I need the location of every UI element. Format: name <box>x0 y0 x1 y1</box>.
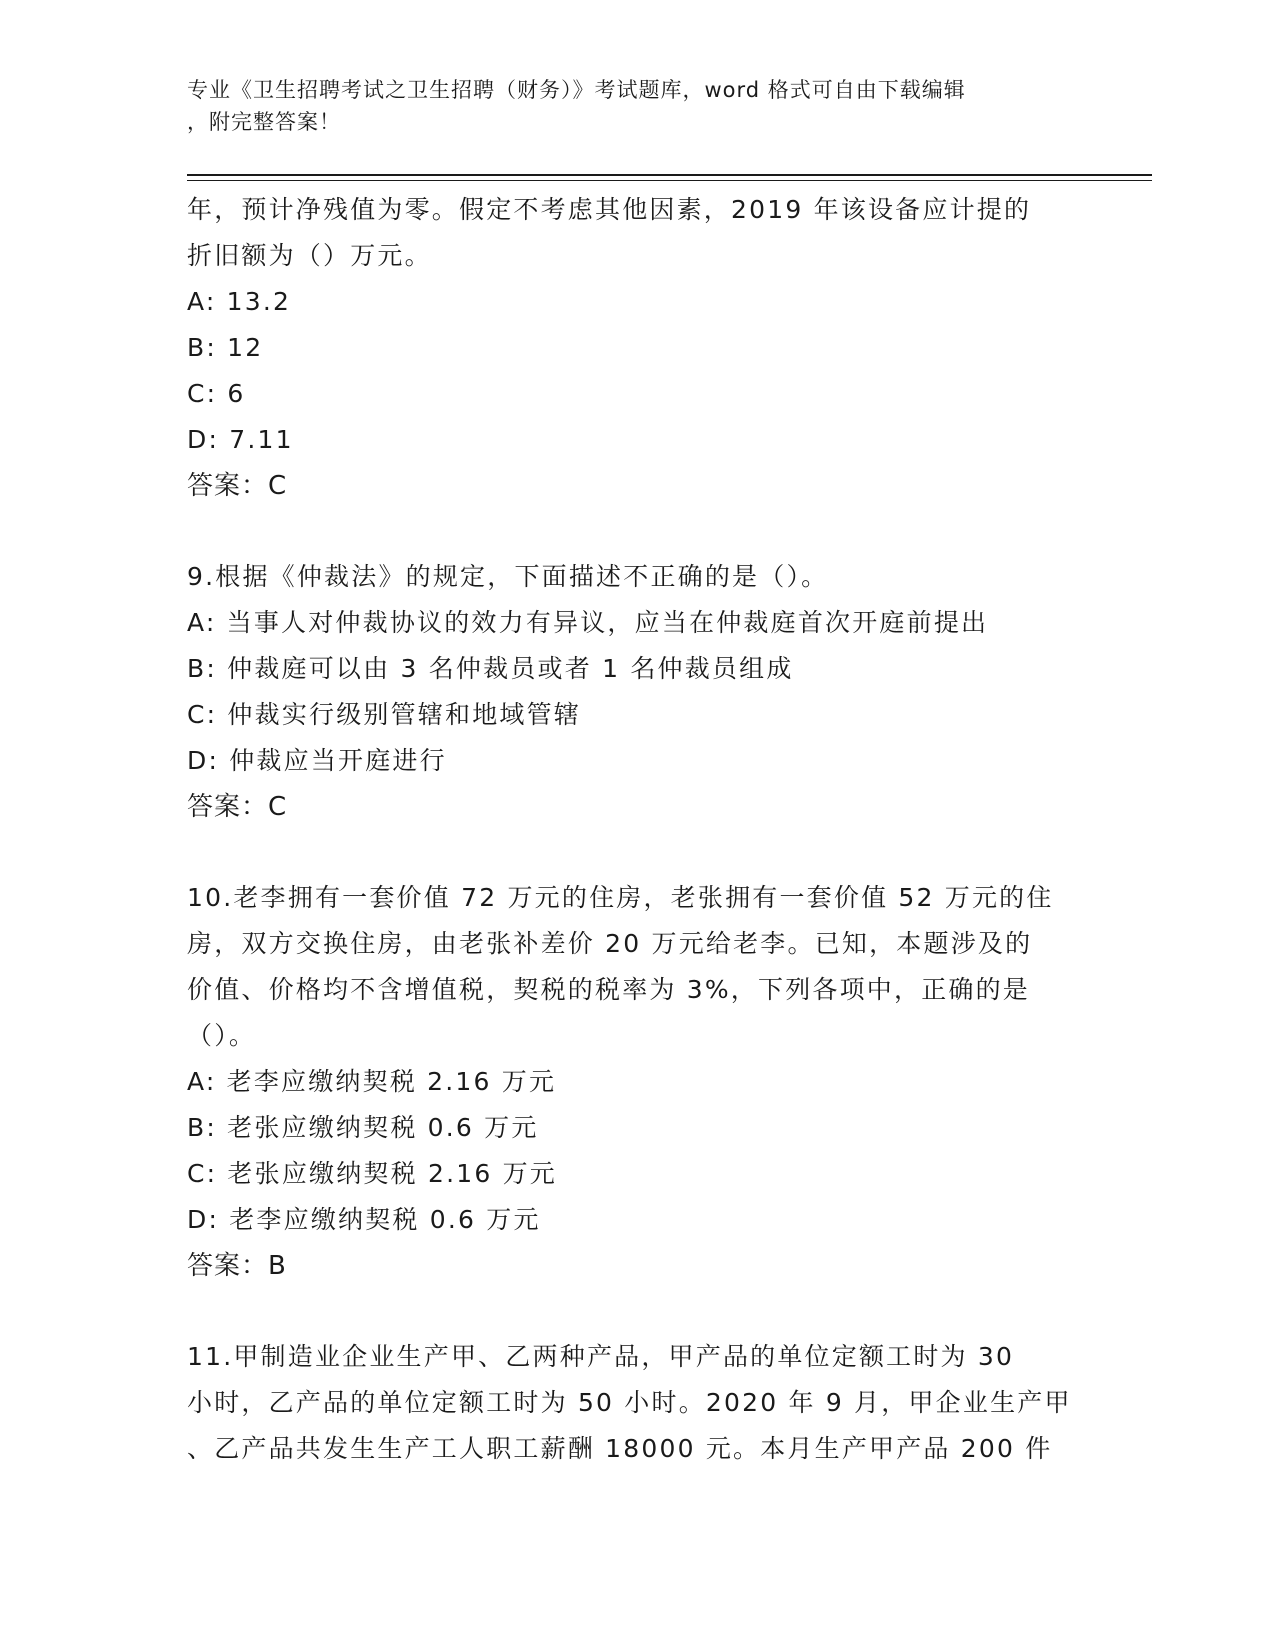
spacer <box>187 830 1087 875</box>
question-text-line: 房，双方交换住房，由老张补差价 20 万元给老李。已知，本题涉及的 <box>187 929 1033 958</box>
spacer <box>187 1289 1087 1334</box>
question-11 <box>187 1334 1087 1472</box>
question-text-line: 价值、价格均不含增值税，契税的税率为 3%，下列各项中，正确的是 <box>187 975 1031 1004</box>
option-c: C: 仲裁实行级别管辖和地域管辖 <box>187 700 582 729</box>
option-a: A: 老李应缴纳契税 2.16 万元 <box>187 1067 557 1096</box>
question-text-line: 10.老李拥有一套价值 72 万元的住房，老张拥有一套价值 52 万元的住 <box>187 883 1054 912</box>
header-line-1: 专业《卫生招聘考试之卫生招聘（财务）》考试题库，word 格式可自由下载编辑 <box>187 78 966 102</box>
option-b: B: 老张应缴纳契税 0.6 万元 <box>187 1113 539 1142</box>
answer-line: 答案：B <box>187 1251 287 1281</box>
option-c: C: 6 <box>187 379 246 408</box>
option-b: B: 12 <box>187 333 264 362</box>
spacer <box>187 509 1087 554</box>
question-9 <box>187 554 1087 830</box>
answer-line: 答案：C <box>187 792 288 822</box>
option-c: C: 老张应缴纳契税 2.16 万元 <box>187 1159 557 1188</box>
header-divider <box>187 174 1152 176</box>
question-8 <box>187 187 1087 509</box>
question-text-line: 9.根据《仲裁法》的规定，下面描述不正确的是（）。 <box>187 562 829 591</box>
header-divider-thin <box>187 180 1152 181</box>
option-b: B: 仲裁庭可以由 3 名仲裁员或者 1 名仲裁员组成 <box>187 654 794 683</box>
answer-line: 答案：C <box>187 471 288 501</box>
option-d: D: 老李应缴纳契税 0.6 万元 <box>187 1205 541 1234</box>
question-text-line: 小时，乙产品的单位定额工时为 50 小时。2020 年 9 月，甲企业生产甲 <box>187 1388 1072 1417</box>
document-header <box>187 74 1067 138</box>
option-a: A: 13.2 <box>187 287 292 316</box>
question-text-line: 折旧额为（）万元。 <box>187 241 432 270</box>
document-body <box>187 187 1087 1472</box>
question-text-line: 年，预计净残值为零。假定不考虑其他因素，2019 年该设备应计提的 <box>187 195 1032 224</box>
option-a: A: 当事人对仲裁协议的效力有异议，应当在仲裁庭首次开庭前提出 <box>187 608 989 637</box>
option-d: D: 仲裁应当开庭进行 <box>187 746 447 775</box>
header-line-2: ，附完整答案！ <box>187 110 341 134</box>
question-text-line: 11.甲制造业企业生产甲、乙两种产品，甲产品的单位定额工时为 30 <box>187 1342 1015 1371</box>
question-text-line: （）。 <box>187 1021 257 1050</box>
option-d: D: 7.11 <box>187 425 294 454</box>
question-10 <box>187 875 1087 1289</box>
question-text-line: 、乙产品共发生生产工人职工薪酬 18000 元。本月生产甲产品 200 件 <box>187 1434 1053 1463</box>
